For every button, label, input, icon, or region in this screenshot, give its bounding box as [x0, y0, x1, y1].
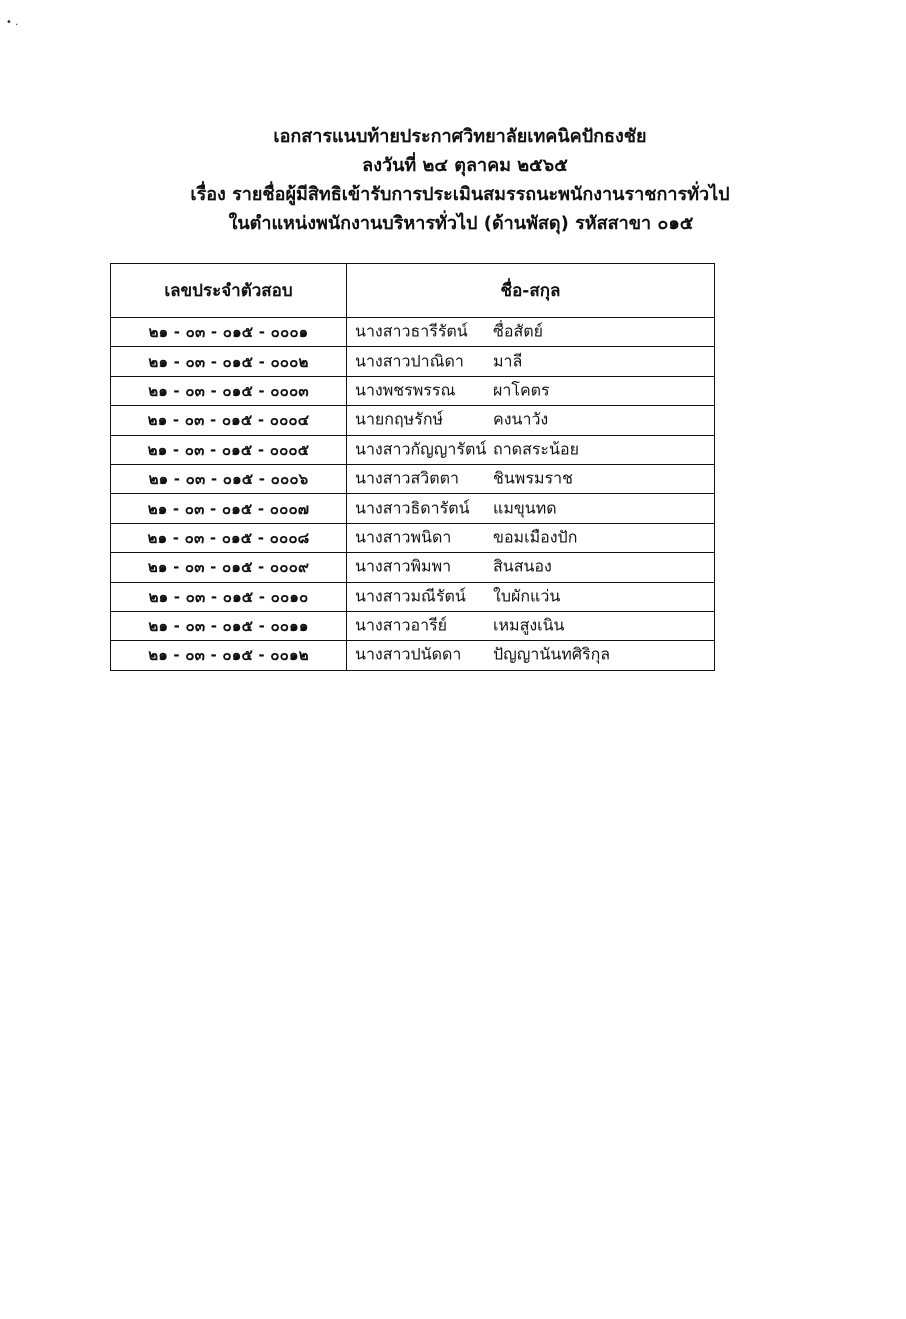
exam-id-cell: ๒๑ - ๐๓ - ๐๑๕ - ๐๐๐๒: [111, 347, 347, 376]
table-row: [111, 318, 715, 347]
first-name: นางสาวอารีย์: [355, 615, 448, 635]
exam-id-cell: ๒๑ - ๐๓ - ๐๑๕ - ๐๐๐๙: [111, 553, 347, 582]
first-name: นางสาวปนัดดา: [355, 644, 462, 664]
first-name: นางสาวกัญญารัตน์: [355, 439, 487, 459]
column-header-exam-id: เลขประจำตัวสอบ: [111, 264, 347, 318]
full-name-cell: [347, 435, 715, 464]
scan-mark: • .: [6, 17, 19, 28]
last-name: ชินพรมราช: [493, 468, 573, 488]
last-name: ขอมเมืองปัก: [493, 527, 578, 547]
last-name: ผาโคตร: [493, 380, 550, 400]
full-name-cell: [347, 406, 715, 435]
table-row: [111, 464, 715, 493]
last-name: สินสนอง: [493, 556, 552, 576]
table-row: [111, 523, 715, 552]
first-name: นางสาวพนิดา: [355, 527, 452, 547]
full-name-cell: [347, 523, 715, 552]
document-header: [0, 122, 906, 238]
last-name: แมขุนทด: [493, 498, 557, 518]
column-header-full-name: ชื่อ-สกุล: [347, 264, 715, 318]
table-body: [111, 318, 715, 671]
full-name-cell: [347, 553, 715, 582]
exam-id-cell: ๒๑ - ๐๓ - ๐๑๕ - ๐๐๐๖: [111, 464, 347, 493]
first-name: นางสาวมณีรัตน์: [355, 586, 466, 606]
table-row: [111, 376, 715, 405]
exam-id-cell: ๒๑ - ๐๓ - ๐๑๕ - ๐๐๐๘: [111, 523, 347, 552]
full-name-cell: [347, 611, 715, 640]
table-row: [111, 435, 715, 464]
full-name-cell: [347, 318, 715, 347]
last-name: ปัญญานันทศิริกุล: [493, 644, 611, 664]
exam-id-cell: ๒๑ - ๐๓ - ๐๑๕ - ๐๐๑๐: [111, 582, 347, 611]
last-name: คงนาวัง: [493, 409, 549, 429]
full-name-cell: [347, 347, 715, 376]
table-row: [111, 582, 715, 611]
first-name: นางสาวธิดารัตน์: [355, 498, 470, 518]
exam-id-cell: ๒๑ - ๐๓ - ๐๑๕ - ๐๐๑๒: [111, 641, 347, 670]
table-row: [111, 347, 715, 376]
table-row: [111, 494, 715, 523]
header-line-title: เอกสารแนบท้ายประกาศวิทยาลัยเทคนิคปักธงชัย: [273, 126, 647, 147]
table-row: [111, 406, 715, 435]
last-name: ซื่อสัตย์: [493, 321, 543, 341]
table-row: [111, 641, 715, 670]
last-name: มาลี: [493, 351, 523, 371]
candidate-table: [110, 263, 715, 671]
full-name-cell: [347, 464, 715, 493]
first-name: นางสาวสวิตตา: [355, 468, 459, 488]
header-line-position: ในตำแหน่งพนักงานบริหารทั่วไป (ด้านพัสดุ) รหัสสาขา ๐๑๕: [228, 213, 694, 234]
first-name: นางสาวปาณิดา: [355, 351, 464, 371]
first-name: นางสาวพิมพา: [355, 556, 452, 576]
exam-id-cell: ๒๑ - ๐๓ - ๐๑๕ - ๐๐๐๑: [111, 318, 347, 347]
full-name-cell: [347, 494, 715, 523]
header-line-date: ลงวันที่ ๒๔ ตุลาคม ๒๕๖๕: [362, 155, 568, 176]
last-name: ถาดสระน้อย: [493, 439, 579, 459]
table-row: [111, 611, 715, 640]
first-name: นางพชรพรรณ: [355, 380, 456, 400]
full-name-cell: [347, 376, 715, 405]
header-line-subject: เรื่อง รายชื่อผู้มีสิทธิเข้ารับการประเมินสมรรถนะพนักงานราชการทั่วไป: [190, 184, 730, 205]
exam-id-cell: ๒๑ - ๐๓ - ๐๑๕ - ๐๐๐๕: [111, 435, 347, 464]
table-header-row: [111, 264, 715, 318]
exam-id-cell: ๒๑ - ๐๓ - ๐๑๕ - ๐๐๐๓: [111, 376, 347, 405]
full-name-cell: [347, 641, 715, 670]
full-name-cell: [347, 582, 715, 611]
last-name: เหมสูงเนิน: [493, 615, 565, 635]
first-name: นางสาวธารีรัตน์: [355, 321, 468, 341]
exam-id-cell: ๒๑ - ๐๓ - ๐๑๕ - ๐๐๑๑: [111, 611, 347, 640]
exam-id-cell: ๒๑ - ๐๓ - ๐๑๕ - ๐๐๐๔: [111, 406, 347, 435]
exam-id-cell: ๒๑ - ๐๓ - ๐๑๕ - ๐๐๐๗: [111, 494, 347, 523]
table-row: [111, 553, 715, 582]
last-name: ใบผักแว่น: [493, 586, 561, 606]
first-name: นายกฤษรักษ์: [355, 409, 444, 429]
